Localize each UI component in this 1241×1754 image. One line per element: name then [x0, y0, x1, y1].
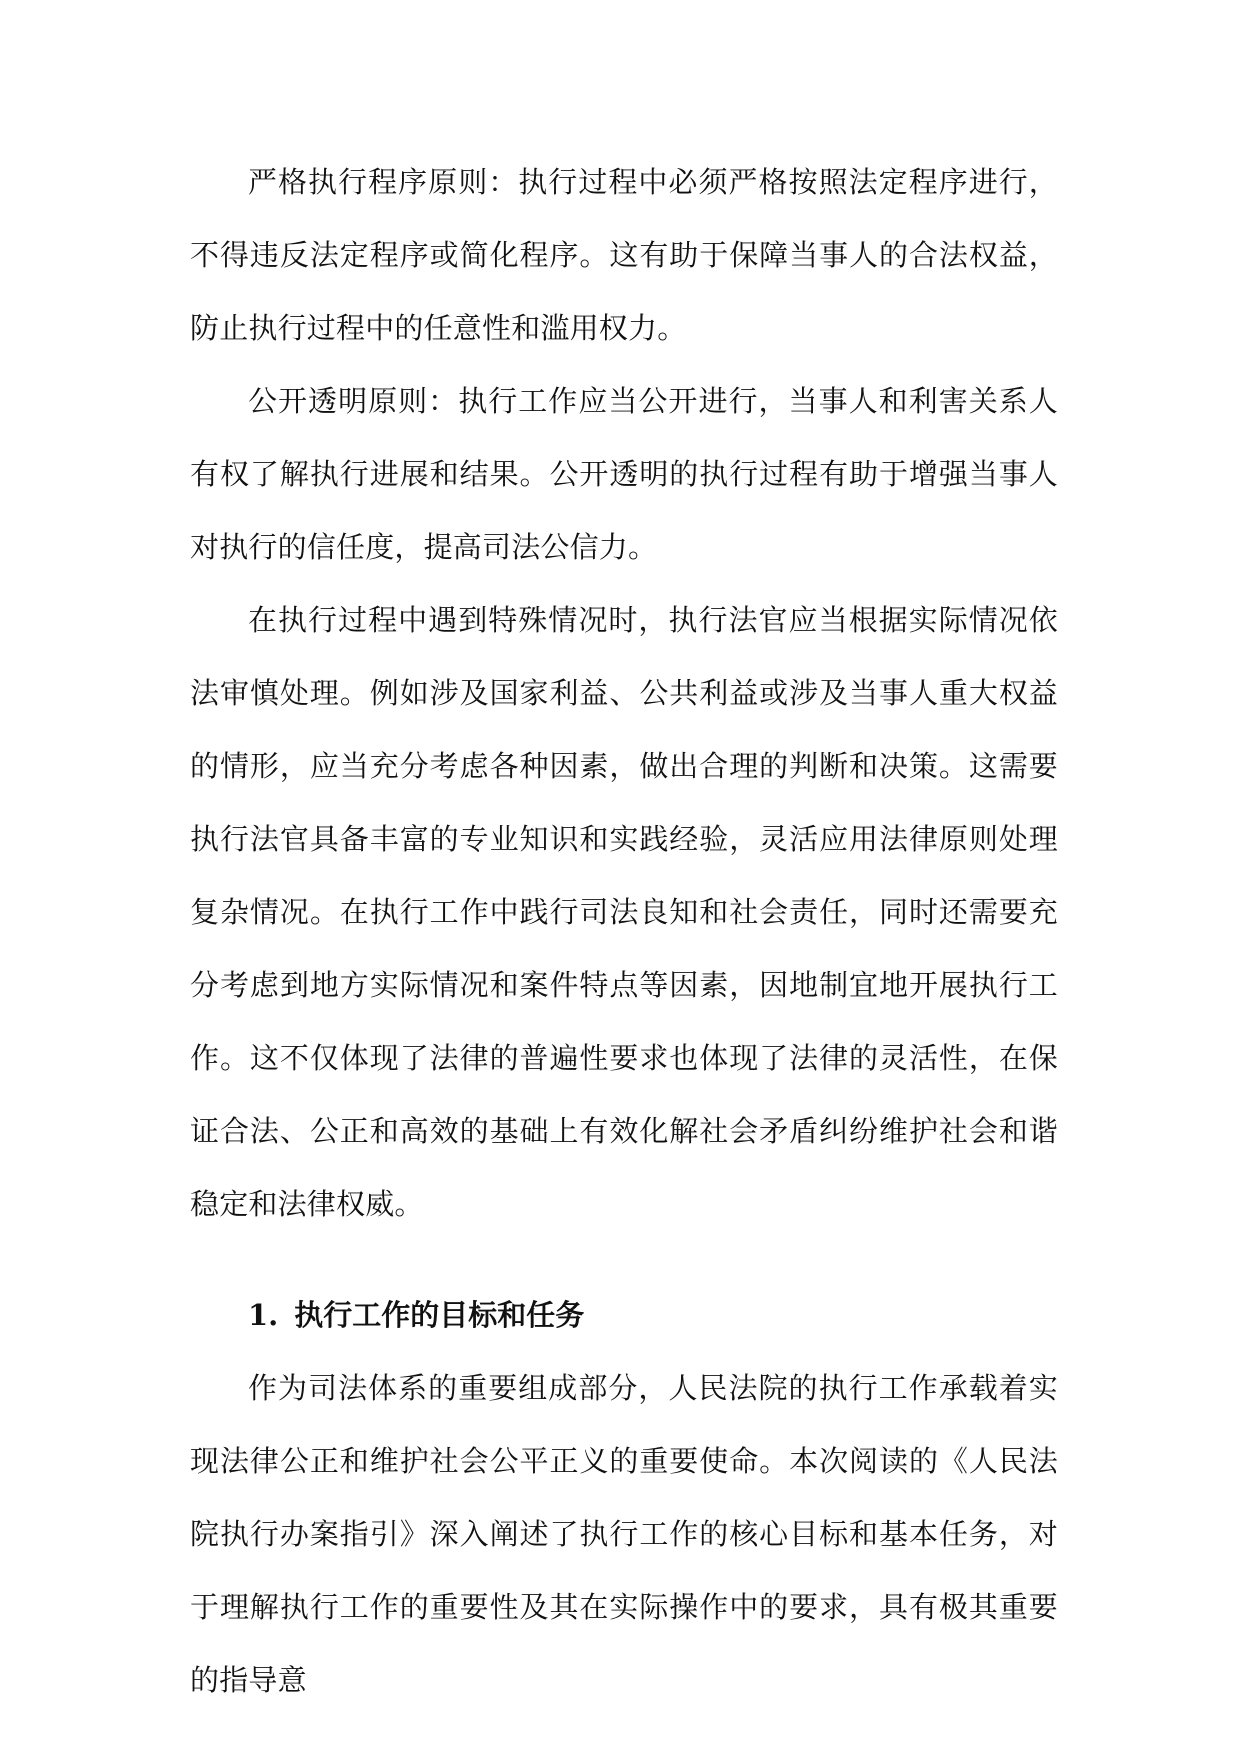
paragraph-goals-intro: 作为司法体系的重要组成部分，人民法院的执行工作承载着实现法律公正和维护社会公平正义的重要使命。本次阅读的《人民法院执行办案指引》深入阐述了执行工作的核心目标和基本任务，对于理解执行工作的重要性及其在实际操作中的要求，具有极其重要的指导意 [190, 1371, 1058, 1697]
paragraph-transparency-principle: 公开透明原则：执行工作应当公开进行，当事人和利害关系人有权了解执行进展和结果。公开透明的执行过程有助于增强当事人对执行的信任度，提高司法公信力。 [190, 384, 1058, 564]
paragraph-special-circumstances: 在执行过程中遇到特殊情况时，执行法官应当根据实际情况依法审慎处理。例如涉及国家利益、公共利益或涉及当事人重大权益的情形，应当充分考虑各种因素，做出合理的判断和决策。这需要执行法官具备丰富的专业知识和实践经验，灵活应用法律原则处理复杂情况。在执行工作中践行司法良知和社会责任，同时还需要充分考虑到地方实际情况和案件特点等因素，因地制宜地开展执行工作。这不仅体现了法律的普遍性要求也体现了法律的灵活性，在保证合法、公正和高效的基础上有效化解社会矛盾纠纷维护社会和谐稳定和法律权威。 [190, 603, 1058, 1221]
section-number: 1. [248, 1298, 279, 1332]
document-body [190, 146, 1058, 1717]
section-heading [190, 1279, 1058, 1352]
paragraph-procedure-principle: 严格执行程序原则：执行过程中必须严格按照法定程序进行，不得违反法定程序或简化程序。这有助于保障当事人的合法权益，防止执行过程中的任意性和滥用权力。 [190, 165, 1058, 345]
section-title: 执行工作的目标和任务 [294, 1298, 585, 1332]
